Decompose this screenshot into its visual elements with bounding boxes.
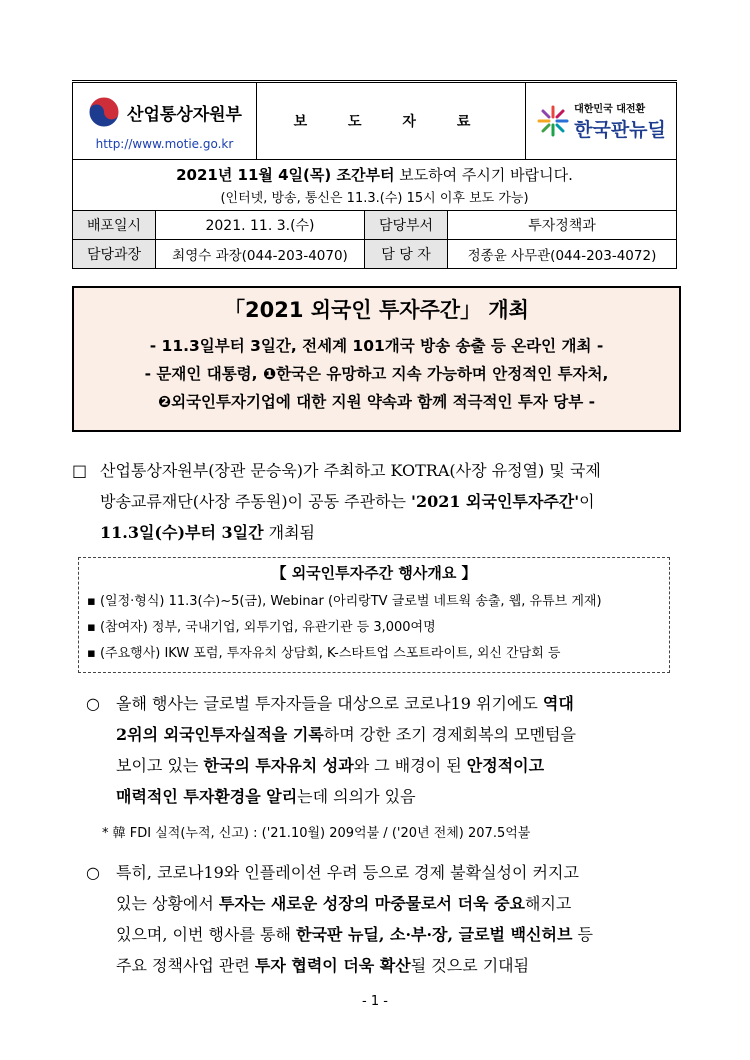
bullet1-bold-1: 역대 [542,694,574,713]
bullet2-line-2: 있는 상황에서 [116,894,219,913]
bullet1-line-2: 하며 강한 조기 경제회복의 모멘텀을 [323,725,576,744]
bullet1-bold-4: 안정적이고 [466,756,545,775]
lead-line-1: 산업통상자원부(장관 문승욱)가 주최하고 KOTRA(사장 유정열) 및 국제 [100,461,601,480]
bullet2-bold-3: 투자 협력이 더욱 확산 [254,956,411,975]
bullet-paragraph-1 [86,688,682,812]
lead-line-2: 방송교류재단(사장 주동원)이 공동 주관하는 [100,492,412,511]
subtitle-2: - 문재인 대통령, ❶한국은 유망하고 지속 가능하며 안정적인 투자처, [144,365,609,383]
embargo-date: 2021년 11월 4일(목) 조간부터 [176,166,395,184]
event-overview-list [79,589,669,667]
event-period: 11.3일(수)부터 3일간 [100,523,264,542]
lead-line-2-end: 이 [579,492,595,511]
headline-title: 「2021 외국인 투자주간」 개최 [224,298,529,322]
department-value: 투자정책과 [448,211,677,240]
doc-title: 보 도 자 료 [257,82,526,160]
newdeal-logo-cell [526,82,677,160]
newdeal-star-icon [536,104,570,138]
bullet1-line-3: 보이고 있는 [116,756,204,775]
release-date-value: 2021. 11. 3.(수) [156,211,365,240]
embargo-note: (인터넷, 방송, 통신은 11.3.(수) 15시 이후 보도 가능) [220,191,529,206]
press-header [72,80,677,270]
bullet1-bold-3: 한국의 투자유치 성과 [203,756,354,775]
subtitle-1: - 11.3일부터 3일간, 전세계 101개국 방송 송출 등 온라인 개최 - [149,337,604,355]
list-item: ▪ (주요행사) IKW 포럼, 투자유치 상담회, K-스타트업 스포트라이트, 외신 간담회 등 [87,646,561,661]
list-item: ▪ (참여자) 정부, 국내기업, 외투기업, 유관기관 등 3,000여명 [87,620,436,635]
bullet1-line-1: 올해 행사는 글로벌 투자자들을 대상으로 코로나19 위기에도 [116,694,543,713]
ministry-logo-cell [73,82,257,160]
bullet2-bold-1: 투자는 새로운 성장의 마중물로서 더욱 중요 [218,894,525,913]
contact-label: 담 당 자 [365,240,448,269]
fdi-footnote: * 韓 FDI 실적(누적, 신고) : ('21.10월) 209억불 / ('20년 전체) 207.5억불 [102,826,531,841]
event-overview-box [78,557,670,673]
lead-line-3-end: 개최됨 [263,523,316,542]
newdeal-title: 한국판뉴딜 [574,119,666,141]
event-name: '2021 외국인투자주간' [411,492,580,511]
bullet2-line-4b: 될 것으로 기대됨 [410,956,530,975]
bullet1-bold-5: 매력적인 투자환경을 알리 [116,787,298,806]
bullet2-line-3: 있으며, 이번 행사를 통해 [116,925,296,944]
bullet1-line-4: 는데 의의가 있음 [297,787,416,806]
lead-paragraph [72,455,682,548]
director-value: 최영수 과장(044-203-4070) [156,240,365,269]
embargo-text: 보도하여 주시기 바랍니다. [394,166,573,184]
newdeal-tagline: 대한민국 대전환 [574,104,646,115]
event-overview-title: 【 외국인투자주간 행사개요 】 [271,564,477,582]
lead-marker: □ [72,461,88,480]
bullet2-line-3b: 등 [572,925,593,944]
taegeuk-icon [87,95,121,129]
bullet-paragraph-2 [86,857,682,981]
contact-value: 정종윤 사무관(044-203-4072) [448,240,677,269]
bullet2-line-2b: 해지고 [524,894,572,913]
embargo-cell [73,160,677,211]
bullet1-bold-2: 2위의 외국인투자실적을 기록 [116,725,324,744]
bullet2-line-4: 주요 정책사업 관련 [116,956,255,975]
headline-box [72,286,681,432]
director-label: 담당과장 [73,240,156,269]
release-date-label: 배포일시 [73,211,156,240]
page-number: - 1 - [362,994,388,1009]
bullet1-line-3b: 와 그 배경이 된 [353,756,467,775]
bullet2-line-1: 특히, 코로나19와 인플레이션 우려 등으로 경제 불확실성이 커지고 [116,863,579,882]
ministry-name: 산업통상자원부 [127,104,242,125]
bullet-marker: ○ [86,694,100,713]
ministry-url[interactable]: http://www.motie.go.kr [95,137,234,151]
list-item: ▪ (일정·형식) 11.3(수)~5(금), Webinar (아리랑TV 글로벌 네트웍 송출, 웹, 유튜브 게재) [87,594,602,609]
subtitle-3: ❷외국인투자기업에 대한 지원 약속과 함께 적극적인 투자 당부 - [157,393,596,411]
bullet-marker: ○ [86,863,100,882]
department-label: 담당부서 [365,211,448,240]
bullet2-bold-2: 한국판 뉴딜, 소·부·장, 글로벌 백신허브 [296,925,573,944]
